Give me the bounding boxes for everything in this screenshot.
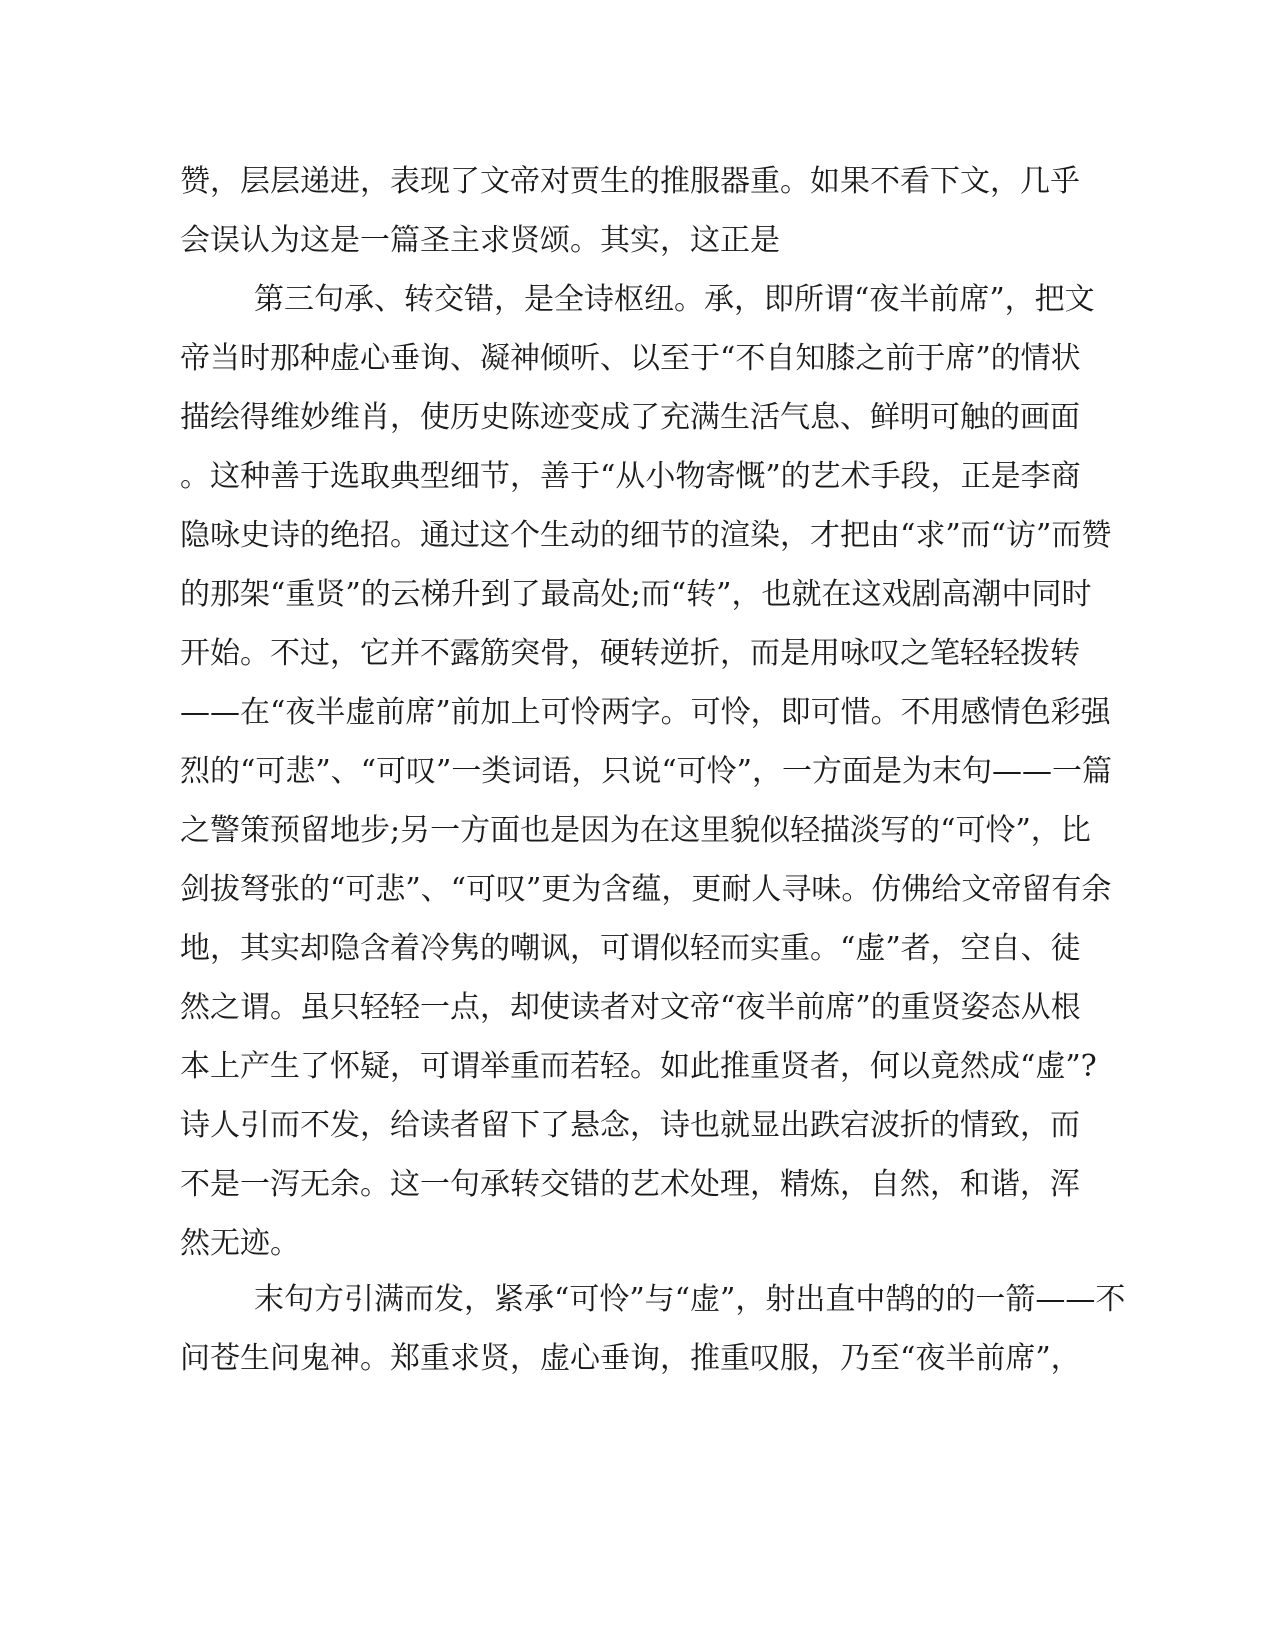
paragraph-3	[180, 1270, 1126, 1388]
paragraph-3-line-1: 末句方引满而发，紧承“可怜”与“虚”，射出直中鹄的的一箭——不	[254, 1282, 1126, 1317]
paragraph-2-line-4: 。这种善于选取典型细节，善于“从小物寄慨”的艺术手段，正是李商	[180, 459, 1081, 494]
paragraph-2-line-14: 本上产生了怀疑，可谓举重而若轻。如此推重贤者，何以竟然成“虚”?	[180, 1049, 1097, 1084]
paragraph-2-line-11: 剑拔弩张的“可悲”、“可叹”更为含蕴，更耐人寻味。仿佛给文帝留有余	[180, 872, 1112, 907]
paragraph-2-line-15: 诗人引而不发，给读者留下了悬念，诗也就显出跌宕波折的情致，而	[180, 1108, 1080, 1143]
paragraph-2-line-12: 地，其实却隐含着冷隽的嘲讽，可谓似轻而实重。“虚”者，空自、徒	[180, 931, 1081, 966]
paragraph-1-line-1: 赞，层层递进，表现了文帝对贾生的推服器重。如果不看下文，几乎	[180, 164, 1080, 199]
paragraph-1-line-2: 会误认为这是一篇圣主求贤颂。其实，这正是	[180, 223, 780, 258]
paragraph-2-line-8: ——在“夜半虚前席”前加上可怜两字。可怜，即可惜。不用感情色彩强	[180, 695, 1111, 730]
paragraph-2-line-10: 之警策预留地步;另一方面也是因为在这里貌似轻描淡写的“可怜”，比	[180, 813, 1091, 848]
paragraph-2-line-1: 第三句承、转交错，是全诗枢纽。承，即所谓“夜半前席”，把文	[254, 282, 1095, 317]
paragraph-2-line-5: 隐咏史诗的绝招。通过这个生动的细节的渲染，才把由“求”而“访”而赞	[180, 518, 1112, 553]
paragraph-3-line-2: 问苍生问鬼神。郑重求贤，虚心垂询，推重叹服，乃至“夜半前席”，	[180, 1341, 1081, 1376]
paragraph-2-line-2: 帝当时那种虚心垂询、凝神倾听、以至于“不自知膝之前于席”的情状	[180, 341, 1081, 376]
paragraph-2-line-7: 开始。不过，它并不露筋突骨，硬转逆折，而是用咏叹之笔轻轻拨转	[180, 636, 1080, 671]
paragraph-2-line-9: 烈的“可悲”、“可叹”一类词语，只说“可怜”，一方面是为末句——一篇	[180, 754, 1113, 789]
paragraph-2-line-6: 的那架“重贤”的云梯升到了最高处;而“转”，也就在这戏剧高潮中同时	[180, 577, 1092, 612]
paragraph-1	[180, 152, 1080, 270]
paragraph-2-line-13: 然之谓。虽只轻轻一点，却使读者对文帝“夜半前席”的重贤姿态从根	[180, 990, 1081, 1025]
paragraph-2-line-3: 描绘得维妙维肖，使历史陈迹变成了充满生活气息、鲜明可触的画面	[180, 400, 1080, 435]
paragraph-2	[180, 270, 1113, 1273]
paragraph-2-line-17: 然无迹。	[180, 1226, 300, 1261]
paragraph-2-line-16: 不是一泻无余。这一句承转交错的艺术处理，精炼，自然，和谐，浑	[180, 1167, 1080, 1202]
